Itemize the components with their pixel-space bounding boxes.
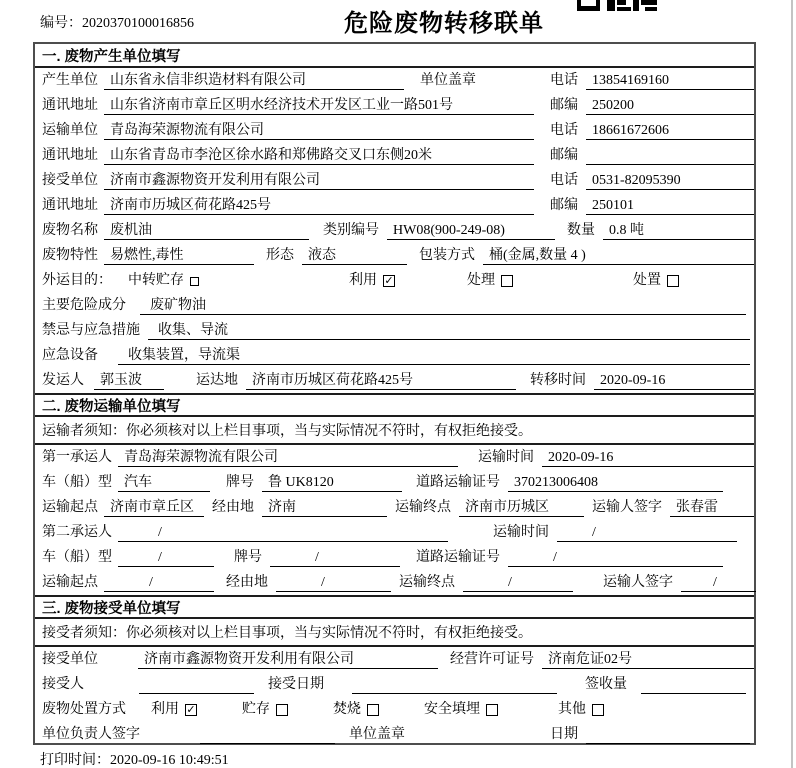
vehicle2-plate-label: 牌号: [234, 550, 262, 565]
producer-zip-label: 邮编: [550, 98, 578, 113]
receiver-value: 济南市鑫源物资开发利用有限公司: [104, 171, 534, 190]
receive-person-value: [139, 675, 254, 694]
vehicle1-plate-label: 牌号: [226, 475, 254, 490]
waste-character-value: 易燃性,毒性: [104, 246, 254, 265]
disposal-other-label: 其他: [558, 702, 586, 717]
waste-character-label: 废物特性: [42, 248, 98, 263]
waste-form-value: 液态: [302, 246, 407, 265]
route2-via-value: /: [276, 573, 391, 592]
disposal-store-checkbox[interactable]: [276, 704, 288, 716]
carrier2-row: [35, 520, 754, 545]
sign-date-value: [586, 725, 750, 744]
hazard-row: [35, 293, 754, 318]
route1-row: [35, 495, 754, 520]
disposal-incinerate-label: 焚烧: [333, 702, 361, 717]
hazard-value: 废矿物油: [140, 296, 746, 315]
transporter-label: 运输单位: [42, 123, 98, 138]
receive-unit-label: 接受单位: [42, 652, 98, 667]
waste-qty-label: 数量: [567, 223, 595, 238]
responsible-sign-label: 单位负责人签字: [42, 727, 140, 742]
destination-label: 运达地: [196, 373, 238, 388]
vehicle2-license-label: 道路运输证号: [416, 550, 500, 565]
disposal-use-label: 利用: [151, 702, 179, 717]
vehicle1-row: [35, 470, 754, 495]
qr-code-fragment: [577, 0, 657, 11]
transporter-zip-value: [586, 146, 754, 165]
permit-label: 经营许可证号: [450, 652, 534, 667]
route1-start-value: 济南市章丘区: [104, 498, 204, 517]
dispatcher-value: 郭玉波: [94, 371, 164, 390]
receiver-row: [35, 168, 754, 193]
vehicle2-type-label: 车（船）型: [42, 550, 112, 565]
producer-addr-row: [35, 93, 754, 118]
permit-value: 济南危证02号: [542, 650, 754, 669]
waste-name-label: 废物名称: [42, 223, 98, 238]
dispatch-row: [35, 368, 754, 393]
vehicle2-row: [35, 545, 754, 570]
transporter-row: [35, 118, 754, 143]
page-title: 危险废物转移联单: [344, 10, 544, 37]
route1-via-label: 经由地: [212, 500, 254, 515]
receiver-zip-value: 250101: [586, 196, 754, 215]
vehicle2-license-value: /: [508, 548, 723, 567]
route1-start-label: 运输起点: [42, 500, 98, 515]
purpose-use-checkbox[interactable]: ✓: [384, 274, 394, 287]
receiver-phone-value: 0531-82095390: [586, 171, 754, 190]
carrier1-time-label: 运输时间: [478, 450, 534, 465]
serial-label: 编号：: [40, 16, 82, 31]
disposal-landfill-checkbox[interactable]: [486, 704, 498, 716]
route2-sign-value: /: [681, 573, 756, 592]
receive-person-row: [35, 672, 754, 697]
waste-qty-value: 0.8 吨: [603, 221, 754, 240]
receiver-phone-label: 电话: [550, 173, 578, 188]
transporter-notice: 运输者须知：你必须核对以上栏目事项，当与实际情况不符时，有权拒绝接受。: [35, 417, 754, 445]
producer-seal-label: 单位盖章: [420, 73, 476, 88]
receive-date-value: [352, 675, 557, 694]
equipment-value: 收集装置，导流渠: [118, 346, 750, 365]
transporter-value: 青岛海荣源物流有限公司: [104, 121, 534, 140]
vehicle1-license-label: 道路运输证号: [416, 475, 500, 490]
carrier1-label: 第一承运人: [42, 450, 112, 465]
route2-via-label: 经由地: [226, 575, 268, 590]
vehicle1-plate-value: 鲁 UK8120: [262, 473, 402, 492]
destination-value: 济南市历城区荷花路425号: [246, 371, 516, 390]
carrier1-value: 青岛海荣源物流有限公司: [118, 448, 458, 467]
disposal-row: [35, 697, 754, 722]
purpose-option-transfer-label: 中转贮存: [128, 273, 184, 288]
receipt-qty-label: 签收量: [585, 677, 627, 692]
page-edge-line: [791, 0, 793, 768]
receiver-notice: 接受者须知：你必须核对以上栏目事项，当与实际情况不符时，有权拒绝接受。: [35, 619, 754, 647]
vehicle1-type-value: 汽车: [118, 473, 210, 492]
hazard-label: 主要危险成分: [42, 298, 126, 313]
section1-header: 一. 废物产生单位填写: [35, 44, 754, 68]
carrier1-row: [35, 445, 754, 470]
print-time-label: 打印时间：: [40, 753, 110, 768]
transfer-time-label: 转移时间: [530, 373, 586, 388]
carrier2-time-value: /: [557, 523, 737, 542]
vehicle2-type-value: /: [118, 548, 214, 567]
producer-value: 山东省永信非织造材料有限公司: [104, 71, 404, 90]
waste-category-value: HW08(900-249-08): [387, 221, 555, 240]
route1-via-value: 济南: [262, 498, 387, 517]
emergency-value: 收集、导流: [148, 321, 750, 340]
vehicle2-plate-value: /: [270, 548, 400, 567]
disposal-landfill-label: 安全填埋: [424, 702, 480, 717]
receiver-label: 接受单位: [42, 173, 98, 188]
route1-end-value: 济南市历城区: [459, 498, 584, 517]
producer-label: 产生单位: [42, 73, 98, 88]
print-time: [40, 749, 229, 768]
disposal-label: 废物处置方式: [42, 702, 126, 717]
signoff-row: [35, 722, 754, 747]
disposal-use-checkbox[interactable]: ✓: [186, 703, 196, 716]
packing-value: 桶(金属,数量 4 ): [483, 246, 754, 265]
receive-unit-row: [35, 647, 754, 672]
waste-name-row: [35, 218, 754, 243]
section3-header: 三. 废物接受单位填写: [35, 595, 754, 619]
emergency-row: [35, 318, 754, 343]
receive-unit-value: 济南市鑫源物资开发利用有限公司: [138, 650, 438, 669]
transfer-time-value: 2020-09-16: [594, 371, 754, 390]
route1-sign-value: 张春雷: [670, 498, 754, 517]
purpose-transfer-checkbox[interactable]: [190, 277, 199, 286]
route2-sign-label: 运输人签字: [603, 575, 673, 590]
waste-form-label: 形态: [266, 248, 294, 263]
disposal-store-label: 贮存: [242, 702, 270, 717]
carrier1-time-value: 2020-09-16: [542, 448, 754, 467]
purpose-option-use-label: 利用: [349, 273, 377, 288]
producer-phone-label: 电话: [550, 73, 578, 88]
vehicle1-type-label: 车（船）型: [42, 475, 112, 490]
equipment-label: 应急设备: [42, 348, 98, 363]
producer-zip-value: 250200: [586, 96, 754, 115]
route2-start-value: /: [104, 573, 214, 592]
equipment-row: [35, 343, 754, 368]
responsible-sign-value: [200, 725, 335, 744]
producer-row: [35, 68, 754, 93]
receiver-addr-label: 通讯地址: [42, 198, 98, 213]
unit-seal-label: 单位盖章: [349, 727, 405, 742]
section2-header: 二. 废物运输单位填写: [35, 393, 754, 417]
receiver-addr-value: 济南市历城区荷花路425号: [104, 196, 534, 215]
route1-sign-label: 运输人签字: [592, 500, 662, 515]
receive-date-label: 接受日期: [268, 677, 324, 692]
purpose-treat-checkbox[interactable]: [501, 275, 513, 287]
print-time-value: 2020-09-16 10:49:51: [110, 753, 229, 768]
transporter-zip-label: 邮编: [550, 148, 578, 163]
producer-addr-value: 山东省济南市章丘区明水经济技术开发区工业一路501号: [104, 96, 534, 115]
receiver-zip-label: 邮编: [550, 198, 578, 213]
waste-character-row: [35, 243, 754, 268]
carrier2-label: 第二承运人: [42, 525, 112, 540]
emergency-label: 禁忌与应急措施: [42, 323, 140, 338]
purpose-option-treat-label: 处理: [467, 273, 495, 288]
transporter-addr-value: 山东省青岛市李沧区徐水路和郑佛路交叉口东侧20米: [104, 146, 534, 165]
transporter-addr-row: [35, 143, 754, 168]
dispatcher-label: 发运人: [42, 373, 84, 388]
purpose-label: 外运目的：: [42, 273, 112, 288]
packing-label: 包装方式: [419, 248, 475, 263]
disposal-other-checkbox[interactable]: [592, 704, 604, 716]
manifest-form-table: [33, 42, 756, 745]
carrier2-time-label: 运输时间: [493, 525, 549, 540]
waste-name-value: 废机油: [104, 221, 309, 240]
receiver-addr-row: [35, 193, 754, 218]
sign-date-label: 日期: [550, 727, 578, 742]
transporter-phone-label: 电话: [550, 123, 578, 138]
disposal-incinerate-checkbox[interactable]: [367, 704, 379, 716]
carrier2-value: /: [118, 523, 448, 542]
route2-end-value: /: [463, 573, 573, 592]
producer-addr-label: 通讯地址: [42, 98, 98, 113]
purpose-dispose-checkbox[interactable]: [667, 275, 679, 287]
transporter-addr-label: 通讯地址: [42, 148, 98, 163]
vehicle1-license-value: 370213006408: [508, 473, 723, 492]
waste-category-label: 类别编号: [323, 223, 379, 238]
route2-start-label: 运输起点: [42, 575, 98, 590]
receive-person-label: 接受人: [42, 677, 84, 692]
producer-phone-value: 13854169160: [586, 71, 754, 90]
purpose-row: [35, 268, 754, 293]
route1-end-label: 运输终点: [395, 500, 451, 515]
route2-end-label: 运输终点: [399, 575, 455, 590]
purpose-option-dispose-label: 处置: [633, 273, 661, 288]
route2-row: [35, 570, 754, 595]
transporter-phone-value: 18661672606: [586, 121, 754, 140]
receipt-qty-value: [641, 675, 746, 694]
serial-value: 2020370100016856: [82, 16, 194, 31]
